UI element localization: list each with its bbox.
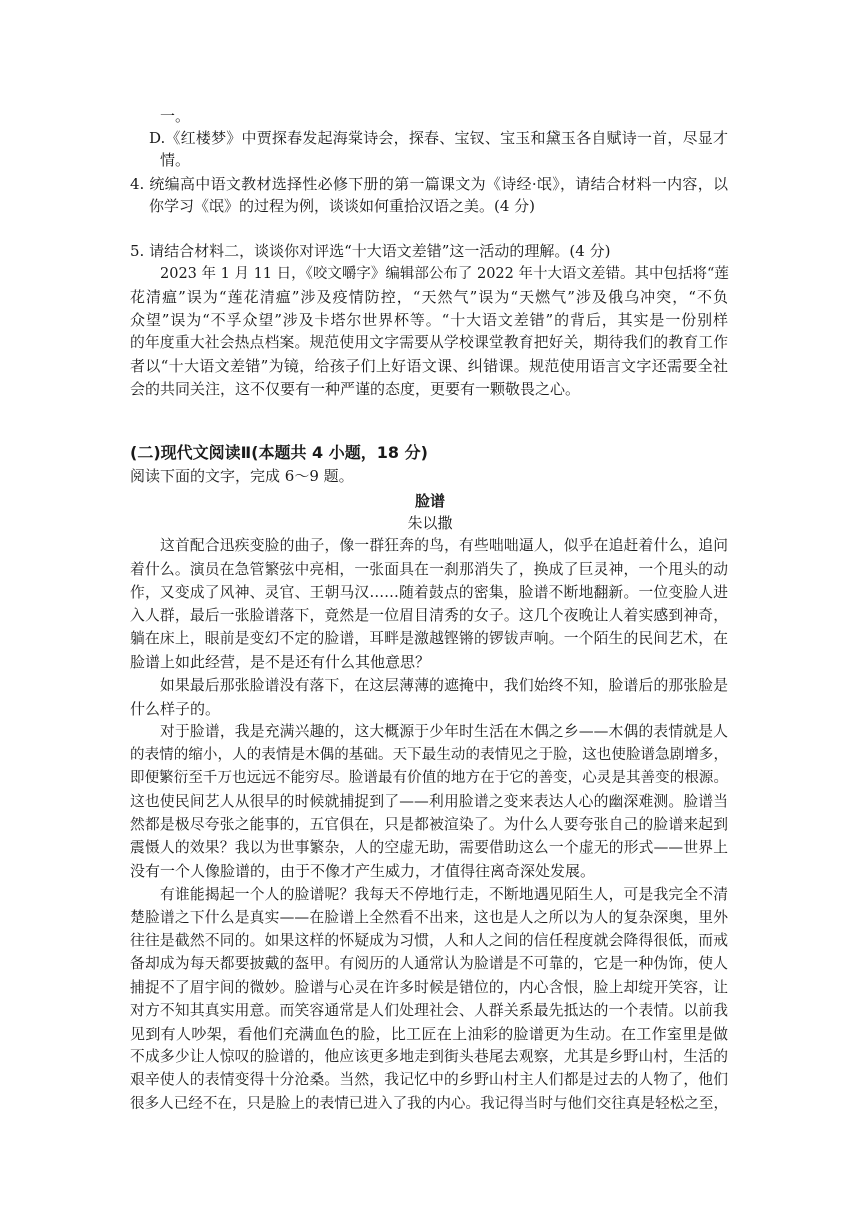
article-line: 这首配合迅疾变脸的曲子，像一群狂奔的鸟，有些咄咄逼人，似乎在追赶着什么，追问 (160, 537, 728, 554)
material-2-line: 会的共同关注，这不仅要有一种严谨的态度，更要有一颗敬畏之心。 (130, 380, 581, 398)
question-4: 4. 统编高中语文教材选择性必修下册的第一篇课文为《诗经·氓》，请结合材料一内容，以 (130, 175, 728, 193)
question-4-cont: 你学习《氓》的过程为例，谈谈如何重拾汉语之美。(4 分) (149, 197, 536, 215)
article-title: 脸谱 (414, 492, 445, 510)
article-line: 着什么。演员在急管繁弦中亮相，一张面具在一刹那消失了，换成了巨灵神，一个甩头的动 (130, 561, 728, 578)
material-2-line: 者以“十大语文差错”为镜，给孩子们上好语文课、纠错课。规范使用语言文字还需要全社 (130, 357, 728, 375)
q3-option-d-cont: 情。 (160, 151, 191, 169)
article-line: 对于脸谱，我是充满兴趣的，这大概源于少年时生活在木偶之乡——木偶的表情就是人 (160, 723, 728, 740)
article-line: 捕捉不了眉宇间的微妙。脸谱与心灵在许多时候是错位的，内心含恨，脸上却绽开笑容，让 (130, 979, 728, 996)
article-author: 朱以撒 (407, 514, 453, 532)
article-line: 没有一个人像脸谱的，由于不像才产生威力，才值得往离奇深处发展。 (130, 862, 596, 880)
q3-option-d: D.《红楼梦》中贾探春发起海棠诗会，探春、宝钗、宝玉和黛玉各自赋诗一首，尽显才 (149, 129, 728, 147)
article-line: 有谁能揭起一个人的脸谱呢？我每天不停地行走，不断地遇见陌生人，可是我完全不清 (160, 886, 728, 903)
article-line: 震慑人的效果？我以为世事繁杂，人的空虚无助，需要借助这么一个虚无的形式——世界上 (130, 839, 728, 856)
section-instruction: 阅读下面的文字，完成 6～9 题。 (130, 467, 354, 485)
article-line: 如果最后那张脸谱没有落下，在这层薄薄的遮掩中，我们始终不知，脸谱后的那张脸是 (160, 677, 728, 694)
article-line: 很多人已经不在，只是脸上的表情已进入了我的内心。我记得当时与他们交往真是轻松之至， (130, 1096, 728, 1112)
article-line: 楚脸谱之下什么是真实——在脸谱上全然看不出来，这也是人之所以为人的复杂深奥，里外 (130, 909, 728, 926)
article-line: 备却成为每天都要披戴的盔甲。有阅历的人通常认为脸谱是不可靠的，它是一种伪饰，使人 (130, 955, 728, 972)
article-line: 即便繁衍至千万也远远不能穷尽。脸谱最有价值的地方在于它的善变，心灵是其善变的根源。 (130, 770, 728, 786)
article-line: 作，又变成了风神、灵官、王朝马汉……随着鼓点的密集，脸谱不断地翻新。一位变脸人进 (130, 584, 728, 601)
article-line: 然都是极尽夸张之能事的，五官俱在，只是都被渲染了。为什么人要夸张自己的脸谱来起到 (130, 816, 728, 833)
material-2-line: 花清瘟”误为“莲花清瘟”涉及疫情防控，“天然气”误为“天燃气”涉及俄乌冲突，“不负 (130, 288, 728, 306)
article-line: 躺在床上，眼前是变幻不定的脸谱，耳畔是激越铿锵的锣钹声响。一个陌生的民间艺术，在 (130, 630, 728, 647)
article-line: 不成多少让人惊叹的脸谱的，他应该更多地走到街头巷尾去观察，尤其是乡野山村，生活的 (130, 1048, 728, 1065)
article-line: 入人群，最后一张脸谱落下，竟然是一位眉目清秀的女子。这几个夜晚让人着实感到神奇， (130, 607, 728, 624)
material-2-line: 众望”误为“不孚众望”涉及卡塔尔世界杯等。“十大语文差错”的背后，其实是一份别样 (130, 311, 728, 329)
q3-option-c-tail: 一。 (160, 107, 191, 125)
material-2-line: 的年度重大社会热点档案。规范使用文字需要从学校课堂教育把好关，期待我们的教育工作 (130, 334, 728, 351)
article-line: 这也使民间艺人从很早的时候就捕捉到了——利用脸谱之变来表达人心的幽深难测。脸谱当 (130, 793, 728, 810)
article-line: 往往是截然不同的。如果这样的怀疑成为习惯，人和人之间的信任程度就会降得很低，而戒 (130, 932, 728, 949)
article-line: 艰辛使人的表情变得十分沧桑。当然，我记忆中的乡野山村主人们都是过去的人物了，他们 (130, 1071, 728, 1088)
article-line: 的表情的缩小，人的表情是木偶的基础。天下最生动的表情见之于脸，这也使脸谱急剧增多， (130, 747, 728, 763)
article-line: 脸谱上如此经营，是不是还有什么其他意思？ (130, 653, 431, 671)
article-line: 什么样子的。 (130, 700, 221, 718)
section-heading: (二)现代文阅读Ⅱ(本题共 4 小题，18 分) (130, 443, 428, 462)
article-line: 见到有人吵架，看他们充满血色的脸，比工匠在上油彩的脸谱更为生动。在工作室里是做 (130, 1025, 728, 1043)
article-line: 对方不知其真实用意。而笑容通常是人们处理社会、人群关系最先抵达的一个表情。以前我 (130, 1002, 728, 1019)
question-5: 5. 请结合材料二，谈谈你对评选“十大语文差错”这一活动的理解。(4 分) (130, 242, 611, 260)
material-2-line: 2023 年 1 月 11 日，《咬文嚼字》编辑部公布了 2022 年十大语文差错。其中包括将“莲 (160, 266, 729, 282)
